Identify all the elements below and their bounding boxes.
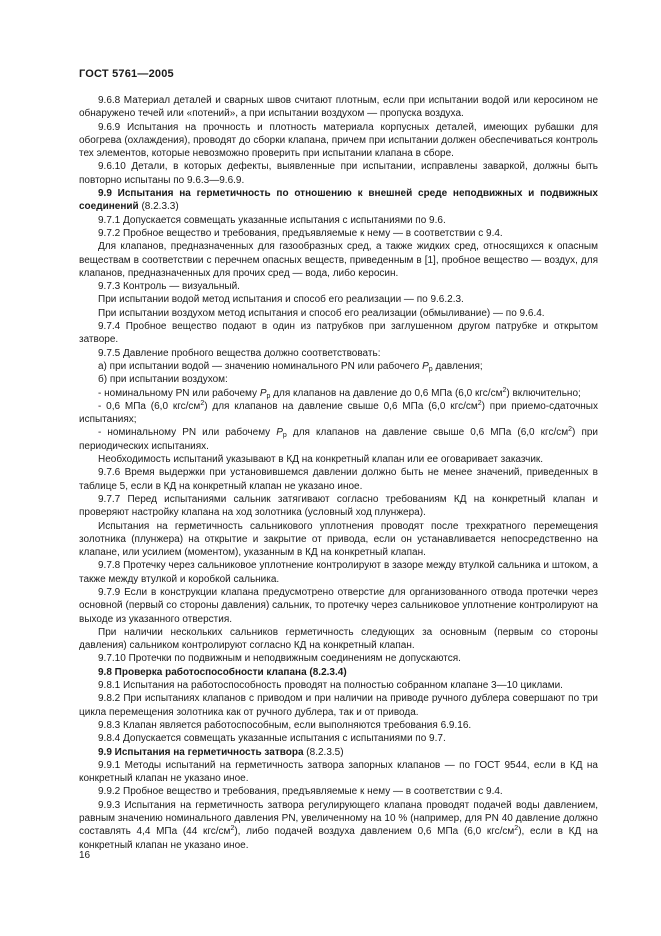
paragraph: [79, 121, 598, 161]
text-run: 9.8.4 Допускается совмещать указанные испытания с испытаниями по 9.7.: [98, 733, 446, 745]
paragraph: [79, 586, 598, 626]
paragraph: [79, 466, 598, 493]
superscript: 2: [230, 825, 235, 833]
text-run: для клапанов на давление до 0,6 МПа (6,0 кгс/см: [270, 387, 503, 399]
section-heading: [79, 746, 598, 759]
text-run: 9.8.1 Испытания на работоспособность проводят на полностью собранном клапане 3—10 циклами.: [98, 680, 563, 692]
paragraph: [79, 719, 598, 732]
text-run: - номинальному PN или рабочему: [98, 387, 260, 399]
paragraph: [79, 426, 598, 453]
paragraph: [79, 320, 598, 347]
text-run: ), если в КД на конкретный клапан не указано иное.: [79, 826, 598, 851]
text-run: - 0,6 МПа (6,0 кгс/см: [98, 400, 201, 412]
text-run: 9.8.3 Клапан является работоспособным, если выполняются требования 6.9.16.: [98, 719, 472, 731]
text-run: 9.9.3 Испытания на герметичность затвора регулирующего клапана проводят подачей воды давлением, равным значению номинального давления PN, увеличенному на 10 % (например, для PN 40 давление должно составлять 4,4 МПа (44 кгс/см: [79, 799, 598, 838]
italic-symbol: P: [422, 360, 429, 372]
document-header: ГОСТ 5761—2005: [79, 68, 174, 80]
paragraph: [79, 785, 598, 798]
text-run: (8.2.3.5): [303, 746, 344, 758]
text-run: 9.7.1 Допускается совмещать указанные испытания с испытаниями по 9.6.: [98, 214, 446, 226]
bold-text: 9.9 Испытания на герметичность по отношению к внешней среде неподвижных и подвижных соединений: [79, 188, 598, 213]
text-run: - номинальному PN или рабочему: [98, 427, 277, 439]
text-run: 9.7.2 Пробное вещество и требования, предъявляемые к нему — в соответствии с 9.4.: [98, 227, 503, 239]
text-run: 9.7.9 Если в конструкции клапана предусмотрено отверстие для организованного отвода протечки через основной (первый со стороны давления) сальник, то протечку через сальниковое уплотнение контролируют на выходе из указанного отверстия.: [79, 586, 598, 625]
paragraph: [79, 679, 598, 692]
paragraph: [79, 692, 598, 719]
text-run: ) при периодических испытаниях.: [79, 427, 599, 452]
text-run: 9.9.1 Методы испытаний на герметичность затвора запорных клапанов — по ГОСТ 9544, если в КД на конкретный клапан не указано иное.: [79, 759, 598, 785]
text-run: При испытании водой метод испытания и способ его реализации — по 9.6.2.3.: [98, 294, 464, 306]
paragraph: [79, 373, 598, 386]
text-run: 9.6.9 Испытания на прочность и плотность материала корпусных деталей, имеющих рубашки для обогрева (охлаждения), проводят до сборки клапана, причем при испытании должен обеспечиваться контроль тех элементов, которые невозможно проверить при испытании клапана в сборе.: [79, 121, 598, 160]
text-run: 9.6.10 Детали, в которых дефекты, выявленные при испытании, исправлены заваркой, должны быть повторно испытаны по 9.6.3—9.6.9.: [79, 161, 598, 186]
paragraph: [79, 453, 598, 466]
paragraph: [79, 400, 598, 427]
text-run: б) при испытании воздухом:: [98, 374, 228, 386]
paragraph: [79, 520, 598, 560]
text-run: ) включительно;: [506, 387, 581, 399]
superscript: 2: [568, 426, 573, 434]
paragraph: [79, 626, 598, 653]
paragraph: [79, 347, 598, 360]
page-number: 16: [79, 850, 91, 861]
italic-symbol: P: [276, 427, 283, 439]
text-run: ) при приемо-сдаточных испытаниях;: [79, 400, 598, 426]
paragraph: [79, 799, 598, 852]
text-run: 9.7.5 Давление пробного вещества должно соответствовать:: [98, 347, 381, 359]
subscript: р: [428, 365, 433, 373]
paragraph: [79, 227, 598, 240]
text-run: (8.2.3.3): [138, 201, 179, 213]
text-run: 9.7.8 Протечку через сальниковое уплотнение контролируют в зазоре между втулкой сальника и штоком, а также между втулкой и коробкой сальника.: [79, 560, 598, 585]
text-run: давления;: [432, 360, 483, 372]
text-run: 9.7.6 Время выдержки при установившемся давлении должно быть не менее значений, приведенных в таблице 5, если в КД на конкретный клапан не указано иное.: [79, 467, 598, 492]
section-heading: [79, 187, 598, 214]
paragraph: [79, 732, 598, 745]
superscript: 2: [477, 399, 482, 407]
paragraph: [79, 214, 598, 227]
paragraph: [79, 360, 598, 373]
paragraph: [79, 280, 598, 293]
paragraph: [79, 493, 598, 520]
paragraph: [79, 160, 598, 187]
text-run: 9.8.2 При испытаниях клапанов с приводом и при наличии на приводе ручного дублера совершают по три цикла перемещения золотника как от ручного дублера, так и от привода.: [79, 693, 598, 718]
text-run: Для клапанов, предназначенных для газообразных сред, а также жидких сред, относящихся к опасным веществам в соответствии с перечнем опасных веществ, приведенным в [1], пробное вещество — воздух, для клапанов, предназначенных для прочих сред — вода, либо керосин.: [79, 241, 598, 279]
paragraph: [79, 94, 598, 121]
text-run: для клапанов на давление свыше 0,6 МПа (6,0 кгс/см: [286, 427, 569, 439]
paragraph: [79, 387, 598, 400]
paragraph: [79, 559, 598, 586]
paragraph: [79, 652, 598, 665]
superscript: 2: [200, 399, 205, 407]
paragraph: [79, 759, 598, 786]
text-run: 9.7.10 Протечки по подвижным и неподвижным соединениям не допускаются.: [98, 653, 461, 665]
text-run: 9.7.7 Перед испытаниями сальник затягивают согласно требованиям КД на конкретный клапан и проверяют настройку клапана на ход золотника (условный ход плунжера).: [79, 493, 598, 519]
paragraph: [79, 293, 598, 306]
subscript: р: [266, 392, 271, 400]
text-run: При испытании воздухом метод испытания и способ его реализации (обмыливание) — по 9.6.4.: [98, 307, 545, 319]
text-run: ) для клапанов на давление свыше 0,6 МПа (6,0 кгс/см: [204, 400, 478, 412]
document-body: [79, 94, 598, 852]
text-run: Необходимость испытаний указывают в КД на конкретный клапан или ее оговаривает заказчик.: [98, 454, 544, 466]
section-heading: [79, 666, 598, 679]
superscript: 2: [502, 386, 507, 394]
paragraph: [79, 307, 598, 320]
text-run: Испытания на герметичность сальникового уплотнения проводят после трехкратного перемещения золотника (плунжера) на открытие и закрытие от привода, если он устанавливается непосредственно на клапане, или усилием (моментом), указанным в КД на конкретный клапан.: [79, 520, 598, 559]
text-run: 9.6.8 Материал деталей и сварных швов считают плотным, если при испытании водой или керосином не обнаружено течей или «потений», а при испытании воздухом — пропуска воздуха.: [79, 95, 598, 120]
subscript: р: [282, 432, 287, 440]
paragraph: [79, 240, 598, 280]
text-run: ), либо подачей воздуха давлением 0,6 МПа (6,0 кгс/см: [234, 826, 515, 838]
superscript: 2: [514, 825, 519, 833]
text-run: 9.7.4 Пробное вещество подают в один из патрубков при заглушенном другом патрубке и открытом затворе.: [79, 321, 598, 346]
text-run: а) при испытании водой — значению номинального PN или рабочего: [98, 360, 423, 372]
text-run: 9.9.2 Пробное вещество и требования, предъявляемые к нему — в соответствии с 9.4.: [98, 786, 503, 798]
text-run: При наличии нескольких сальников герметичность следующих за основным (первым со стороны давления) сальником контролируют согласно КД на конкретный клапан.: [79, 626, 598, 652]
text-run: 9.7.3 Контроль — визуальный.: [98, 281, 240, 293]
italic-symbol: P: [259, 387, 267, 399]
bold-text: 9.9 Испытания на герметичность затвора: [98, 746, 304, 758]
bold-text: 9.8 Проверка работоспособности клапана (8.2.3.4): [98, 666, 347, 678]
